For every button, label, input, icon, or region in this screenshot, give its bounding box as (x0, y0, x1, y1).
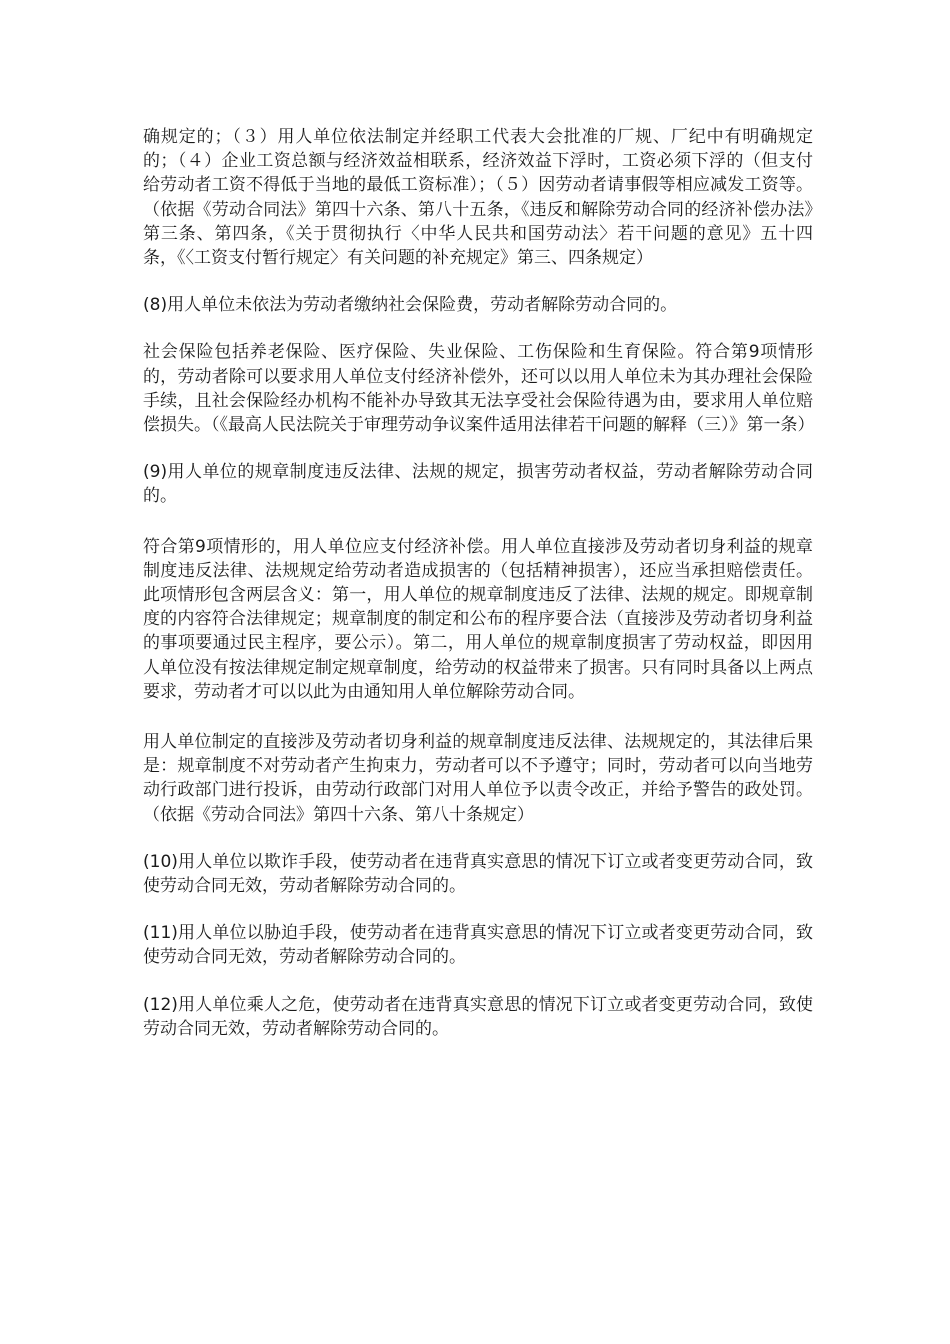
paragraph-item-9: (9)用人单位的规章制度违反法律、法规的规定，损害劳动者权益，劳动者解除劳动合同的。 (143, 462, 813, 507)
paragraph-social-insurance: 社会保险包括养老保险、医疗保险、失业保险、工伤保险和生育保险。符合第9项情形的，劳动者除可以要求用人单位支付经济补偿外，还可以以用人单位未为其办理社会保险手续，且社会保险经办机构不能补办导致其无法享受社会保险待遇为由，要求用人单位赔偿损失。（《最高人民法院关于审理劳动争议案件适用法律若干问题的解释（三）》第一条） (143, 342, 815, 436)
paragraph-wage-deduction-cases: 确规定的；（３）用人单位依法制定并经职工代表大会批准的厂规、厂纪中有明确规定的；（４）企业工资总额与经济效益相联系，经济效益下浮时，工资必须下浮的（但支付给劳动者工资不得低于当地的最低工资标准）；（５）因劳动者请事假等相应减发工资等。（依据《劳动合同法》第四十六条、第八十五条，《违反和解除劳动合同的经济补偿办法》第三条、第四条，《关于贯彻执行〈中华人民共和国劳动法〉若干问题的意见》五十四条，《〈工资支付暂行规定〉有关问题的补充规定》第三、四条规定） (143, 127, 813, 269)
paragraph-item-10: (10)用人单位以欺诈手段，使劳动者在违背真实意思的情况下订立或者变更劳动合同，致使劳动合同无效，劳动者解除劳动合同的。 (143, 851, 813, 897)
paragraph-item-8: (8)用人单位未依法为劳动者缴纳社会保险费，劳动者解除劳动合同的。 (143, 295, 678, 316)
document-body (143, 125, 813, 1041)
paragraph-rules-violation: 符合第9项情形的，用人单位应支付经济补偿。用人单位直接涉及劳动者切身利益的规章制度违反法律、法规规定给劳动者造成损害的（包括精神损害），还应当承担赔偿责任。此项情形包含两层含义：第一，用人单位的规章制度违反了法律、法规的规定。即规章制度的内容符合法律规定；规章制度的制定和公布的程序要合法（直接涉及劳动者切身利益的事项要通过民主程序，要公示）。第二，用人单位的规章制度损害了劳动权益，即因用人单位没有按法律规定制定规章制度，给劳动的权益带来了损害。只有同时具备以上两点要求，劳动者才可以以此为由通知用人单位解除劳动合同。 (143, 536, 813, 702)
paragraph-legal-consequences: 用人单位制定的直接涉及劳动者切身利益的规章制度违反法律、法规规定的，其法律后果是：规章制度不对劳动者产生拘束力，劳动者可以不予遵守；同时，劳动者可以向当地劳动行政部门进行投诉，由劳动行政部门对用人单位予以责令改正，并给予警告的政处罚。（依据《劳动合同法》第四十六条、第八十条规定） (143, 732, 813, 825)
paragraph-item-11: (11)用人单位以胁迫手段，使劳动者在违背真实意思的情况下订立或者变更劳动合同，致使劳动合同无效，劳动者解除劳动合同的。 (143, 923, 813, 968)
paragraph-item-12: (12)用人单位乘人之危，使劳动者在违背真实意思的情况下订立或者变更劳动合同，致使劳动合同无效，劳动者解除劳动合同的。 (143, 994, 813, 1039)
